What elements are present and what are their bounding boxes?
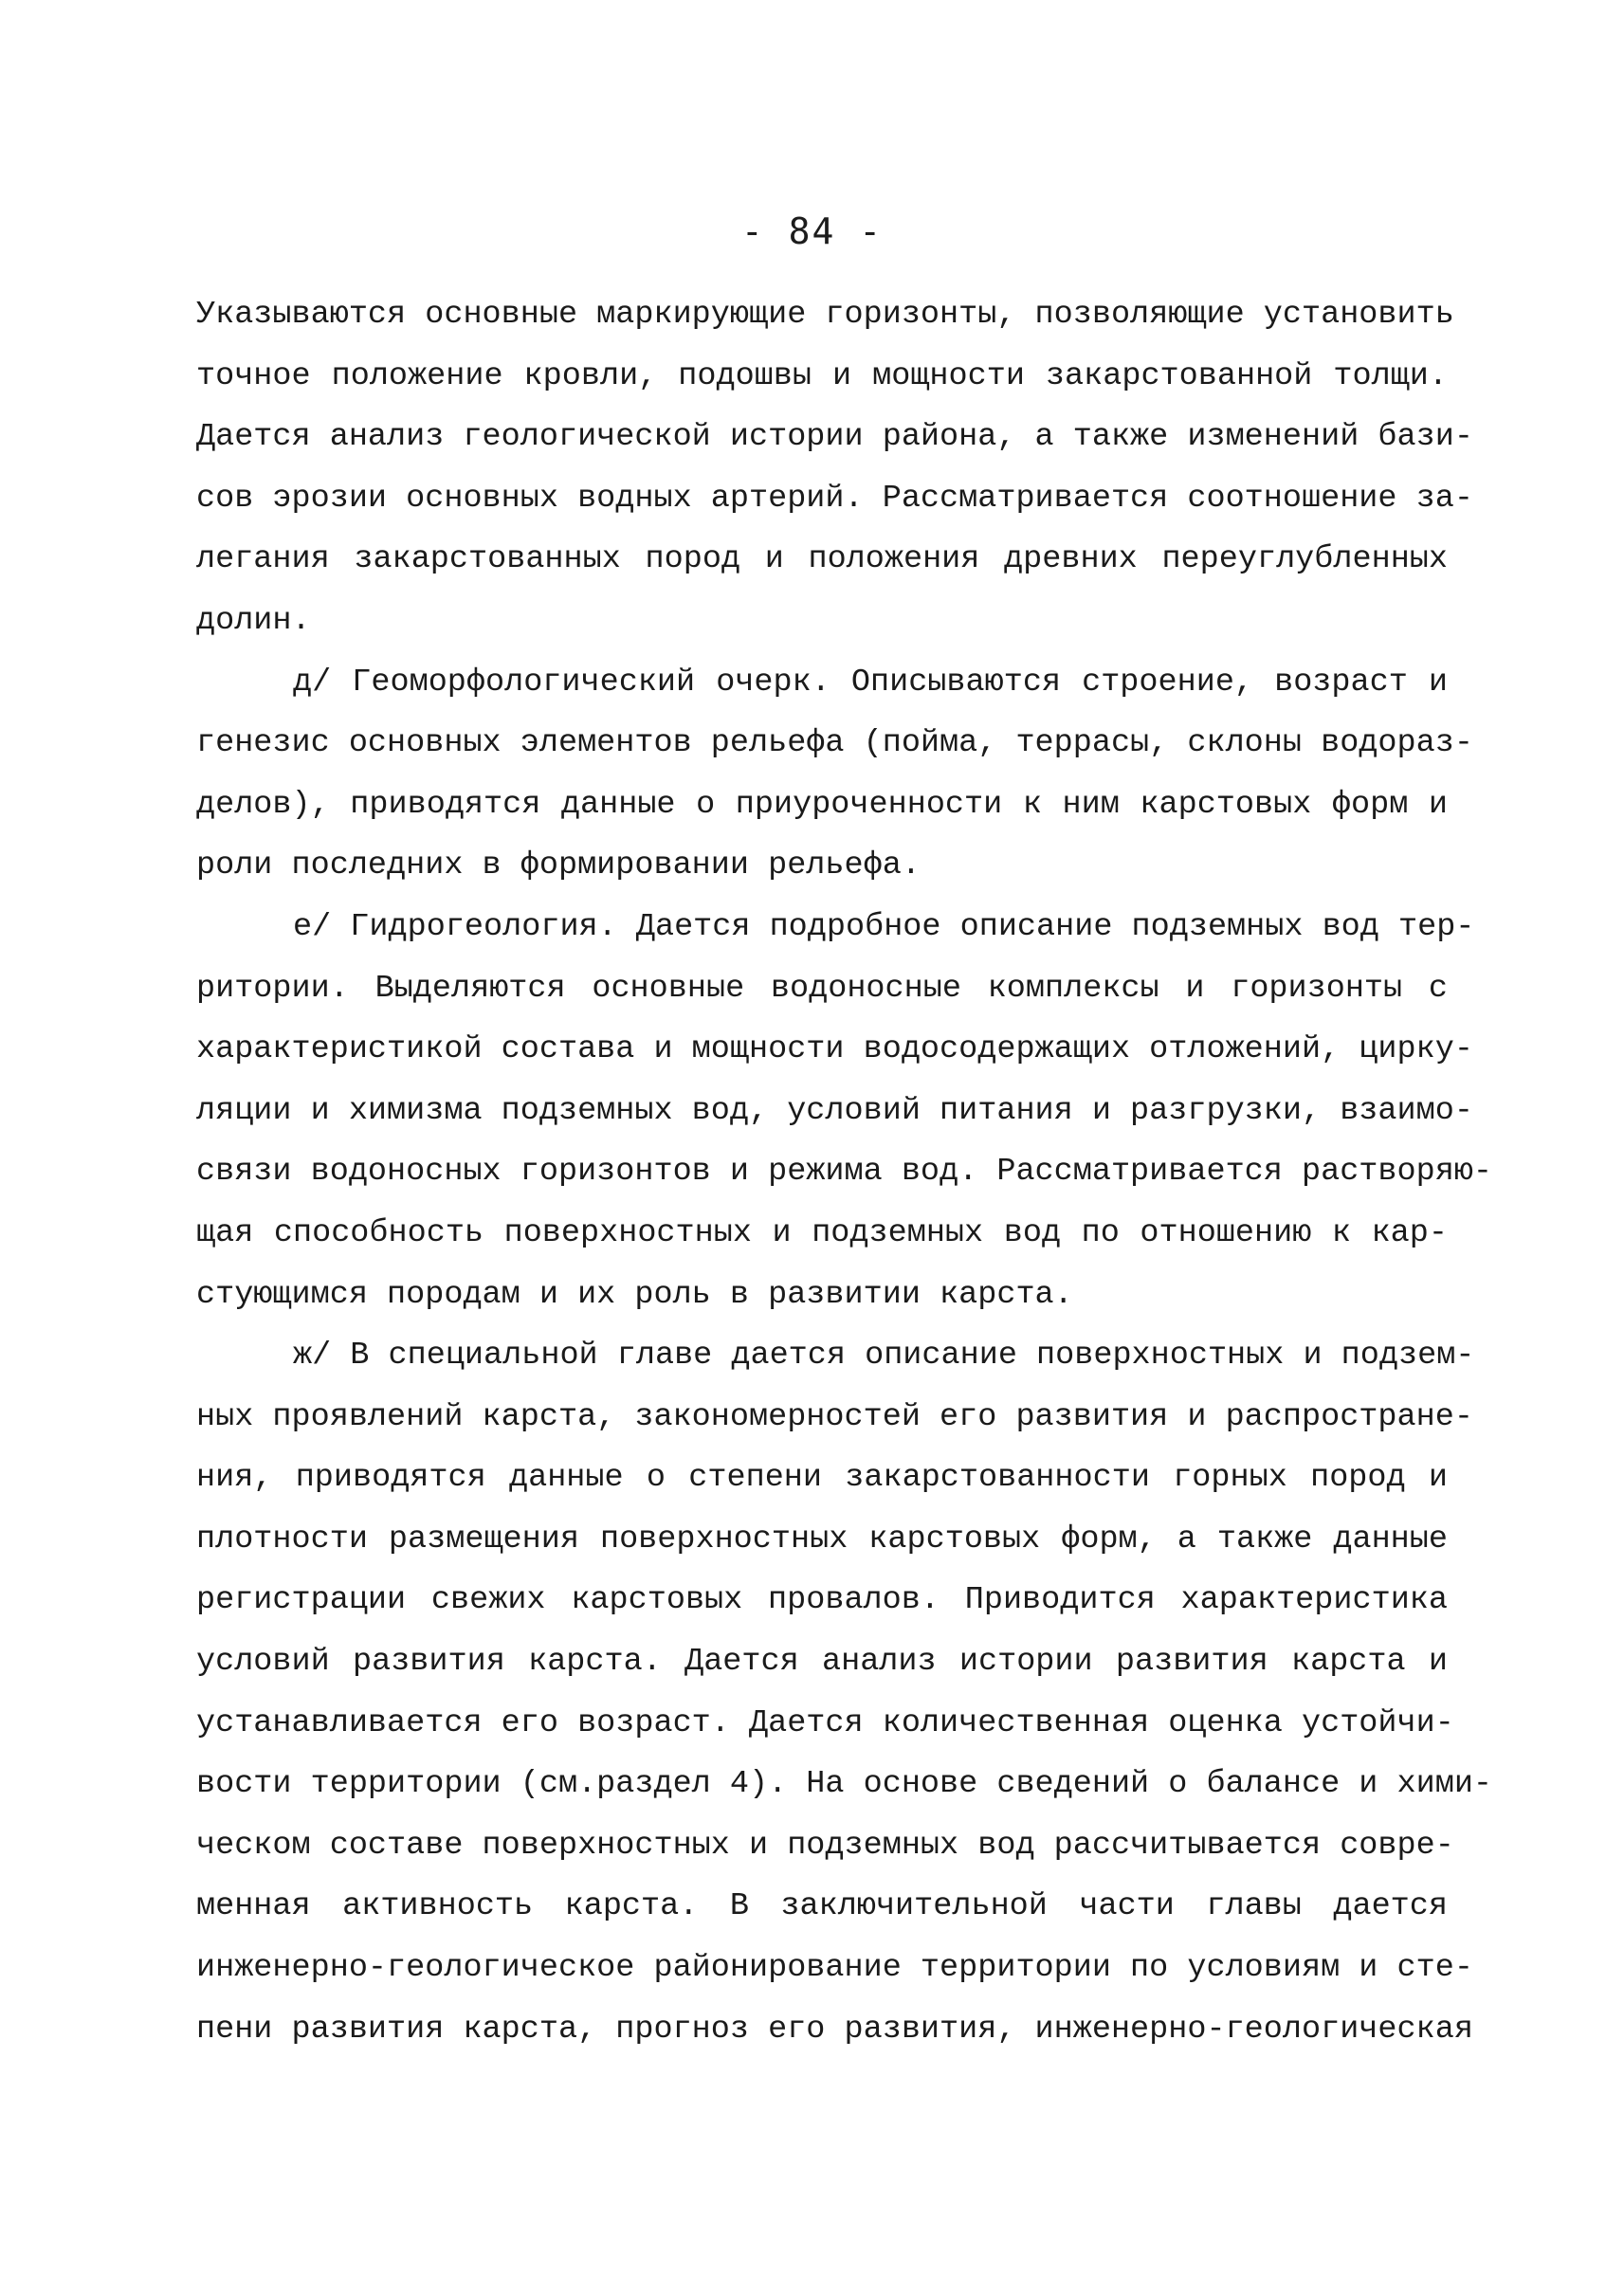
paragraph-geomorphology <box>196 652 1473 897</box>
text-line: ж/ В специальной главе дается описание поверхностных и подзем- <box>293 1338 1475 1375</box>
text-line: точное положение кровли, подошвы и мощности закарстованной толщи. <box>196 357 1448 394</box>
text-line: Указываются основные маркирующие горизонты, позволяющие установить <box>196 297 1454 333</box>
text-line: регистрации свежих карстовых провалов. Приводится характеристика <box>196 1582 1448 1619</box>
paragraph-1 <box>196 284 1473 652</box>
text-line: связи водоносных горизонтов и режима вод. Рассматривается растворяю- <box>196 1154 1493 1191</box>
text-line: генезис основных элементов рельефа (пойма, террасы, склоны водораз- <box>196 725 1473 762</box>
body-text <box>196 284 1493 2060</box>
text-line: инженерно-геологическое районирование территории по условиям и сте- <box>196 1950 1473 1987</box>
text-line: менная активность карста. В заключительной части главы дается <box>196 1888 1448 1925</box>
text-line: долин. <box>196 602 311 639</box>
text-line: ляции и химизма подземных вод, условий питания и разгрузки, взаимо- <box>196 1092 1473 1129</box>
text-line: стующимся породам и их роль в развитии карста. <box>196 1276 1073 1313</box>
text-line: условий развития карста. Дается анализ истории развития карста и <box>196 1644 1448 1681</box>
paragraph-karst-chapter <box>196 1325 1493 2060</box>
text-line: пени развития карста, прогноз его развития, инженерно-геологическая <box>196 2011 1473 2048</box>
text-line: ритории. Выделяются основные водоносные комплексы и горизонты с <box>196 970 1448 1007</box>
text-line: Дается анализ геологической истории района, а также изменений бази- <box>196 419 1473 456</box>
text-line: характеристикой состава и мощности водосодержащих отложений, цирку- <box>196 1031 1473 1068</box>
text-line: устанавливается его возраст. Дается количественная оценка устойчи- <box>196 1704 1454 1741</box>
text-line: делов), приводятся данные о приуроченности к ним карстовых форм и <box>196 786 1448 823</box>
text-line: е/ Гидрогеология. Дается подробное описание подземных вод тер- <box>293 908 1475 945</box>
text-line: плотности размещения поверхностных карстовых форм, а также данные <box>196 1521 1448 1557</box>
text-line: ческом составе поверхностных и подземных вод рассчитывается совре- <box>196 1827 1454 1864</box>
text-line: щая способность поверхностных и подземных вод по отношению к кар- <box>196 1214 1448 1251</box>
page-number: - 84 - <box>740 210 884 252</box>
text-line: легания закарстованных пород и положения древних переуглубленных <box>196 541 1448 578</box>
text-line: сов эрозии основных водных артерий. Рассматривается соотношение за- <box>196 480 1473 517</box>
text-line: роли последних в формировании рельефа. <box>196 847 921 884</box>
text-line: д/ Геоморфологический очерк. Описываются строение, возраст и <box>293 664 1448 701</box>
text-line: вости территории (см.раздел 4). На основе сведений о балансе и хими- <box>196 1766 1493 1803</box>
text-line: ния, приводятся данные о степени закарстованности горных пород и <box>196 1460 1448 1497</box>
text-line: ных проявлений карста, закономерностей его развития и распростране- <box>196 1398 1473 1435</box>
paragraph-hydrogeology <box>196 897 1493 1325</box>
